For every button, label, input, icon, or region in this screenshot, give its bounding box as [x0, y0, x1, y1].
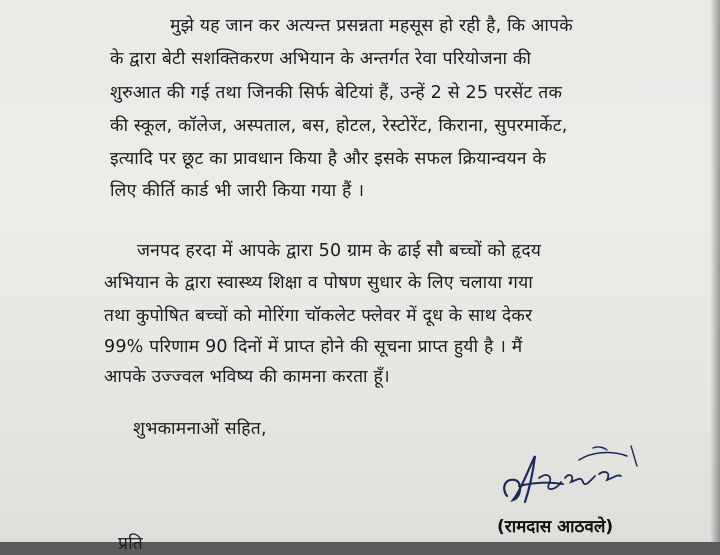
partially-visible-line	[118, 528, 378, 554]
paragraph-2-line-3: तथा कुपोषित बच्चों को मोरिंगा चॉकलेट फ्लेवर में दूध के साथ देकर	[104, 306, 533, 326]
partial-next-line-text: प्रति	[118, 534, 143, 554]
paragraph-1-line-3: शुरुआत की गई तथा जिनकी सिर्फ बेटियां हैं, उन्हें 2 से 25 परसेंट तक	[110, 83, 563, 103]
paragraph-1-line-1: मुझे यह जान कर अत्यन्त प्रसन्नता महसूस हो रही है, कि आपके	[170, 16, 573, 36]
paragraph-2-line-4: 99% परिणाम 90 दिनों में प्राप्त होने की सूचना प्राप्त हुयी है । मैं	[104, 337, 523, 357]
paragraph-1-line-5: इत्यादि पर छूट का प्रावधान किया है और इसके सफल क्रियान्वयन के	[110, 149, 547, 169]
closing-text: शुभकामनाओं सहित,	[133, 419, 267, 439]
signer-name: (रामदास आठवले)	[497, 517, 614, 537]
paragraph-2-line-2: अभियान के द्वारा स्वास्थ्य शिक्षा व पोषण सुधार के लिए चलाया गया	[104, 273, 533, 293]
paragraph-2-line-5: आपके उज्ज्वल भविष्य की कामना करता हूँ।	[104, 367, 390, 387]
handwritten-signature	[495, 438, 645, 518]
paragraph-2-line-1: जनपद हरदा में आपके द्वारा 50 ग्राम के ढाई सौ बच्चों को हृदय	[137, 241, 542, 261]
paragraph-1-line-6: लिए कीर्ति कार्ड भी जारी किया गया हैं ।	[110, 181, 365, 201]
paragraph-1-line-2: के द्वारा बेटी सशक्तिकरण अभियान के अन्तर्गत रेवा परियोजना की	[110, 49, 532, 69]
paragraph-1-line-4: की स्कूल, कॉलेज, अस्पताल, बस, होटल, रेस्टोरेंट, किराना, सुपरमार्केट,	[110, 116, 568, 136]
page-edge-shadow	[710, 0, 720, 542]
